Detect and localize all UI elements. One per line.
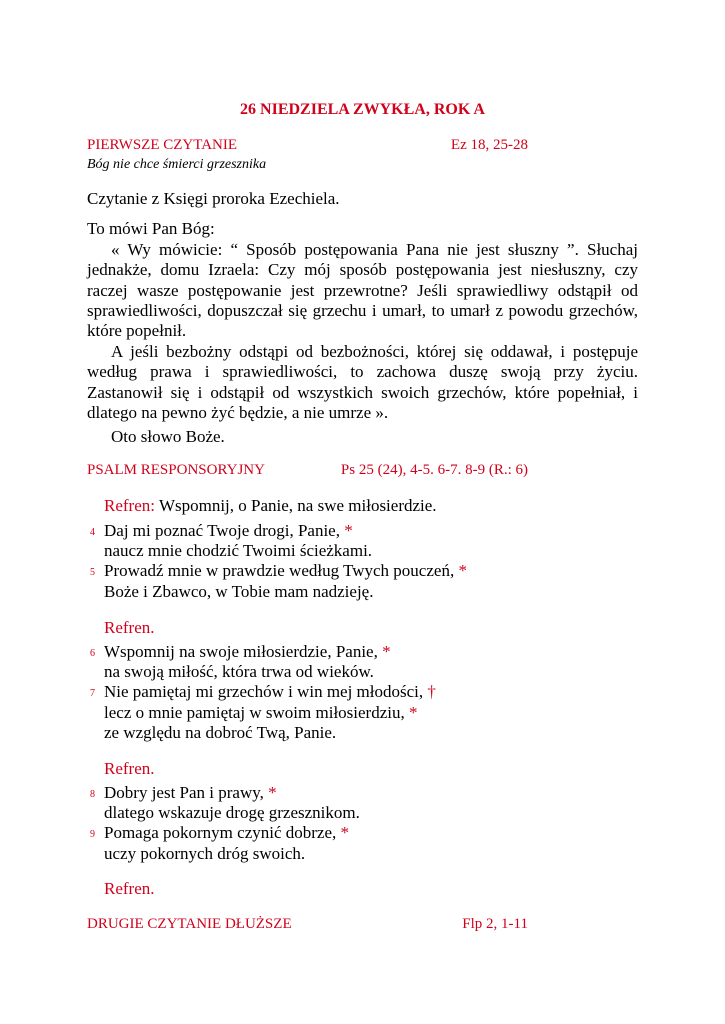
psalm-verse-line [104,844,305,864]
reading-closing: Oto słowo Boże. [111,427,225,446]
verse-number: 5 [90,567,95,579]
verse-mark: * [268,783,277,802]
first-reading-label: PIERWSZE CZYTANIE [87,137,238,153]
verse-text: Dobry jest Pan i prawy, [104,783,269,802]
psalm-verse-line [104,582,373,602]
second-reading-header [87,916,528,933]
verse-text: Daj mi poznać Twoje drogi, Panie, [104,521,345,540]
psalm-verse-line [104,723,336,743]
verse-number: 7 [90,688,95,700]
refrain-short-3: Refren. [104,879,155,898]
psalm-verse-line [104,642,391,662]
reading-intro: Czytanie z Księgi proroka Ezechiela. [87,189,340,208]
verse-text: na swoją miłość, która trwa od wieków. [104,662,374,682]
verse-mark: * [408,702,418,722]
verse-number: 4 [90,527,95,538]
psalm-verse-line [104,703,417,723]
psalm-header [87,462,528,479]
psalm-label: PSALM RESPONSORYJNY [87,462,265,478]
verse-text: naucz mnie chodzić Twoimi ścieżkami. [104,541,373,561]
refrain-short-1: Refren. [104,618,155,637]
verse-text: Pomaga pokornym czynić dobrze, [104,823,341,843]
psalm-verse-line [104,823,349,843]
verse-mark: * [340,823,350,843]
verse-text: ze względu na dobroć Twą, Panie. [104,722,337,742]
first-reading-subtitle: Bóg nie chce śmierci grzesznika [87,157,267,172]
verse-text: lecz o mnie pamiętaj w swoim miłosierdziu, [104,702,409,722]
psalm-verse-line [104,662,374,682]
verse-text: Nie pamiętaj mi grzechów i win mej młodości, [104,682,428,702]
second-reading-reference: Flp 2, 1-11 [462,916,528,932]
verse-text: uczy pokornych dróg swoich. [104,843,306,863]
verse-text: Wspomnij na swoje miłosierdzie, Panie, [104,642,383,661]
psalm-verse-line [104,541,372,561]
psalm-reference: Ps 25 (24), 4-5. 6-7. 8-9 (R.: 6) [340,462,528,478]
psalm-verse-line [104,783,277,803]
psalm-verse-line [104,521,353,541]
verse-mark: * [458,561,467,581]
verse-text: Boże i Zbawco, w Tobie mam nadzieję. [104,581,374,601]
second-reading-label: DRUGIE CZYTANIE DŁUŻSZE [87,916,292,932]
refrain-full [104,496,437,516]
refrain-label: Refren: [104,496,155,515]
reading-paragraph-2: A jeśli bezbożny odstąpi od bezbożności, której się oddawał, i postępuje według prawa i sprawiedliwości, to zachowa duszę swoją przy życiu. Zastanowił się i odstąpił od wszystkich swoich grzechów, które popełniał, i dlatego na pewno żyć będzie, a nie umrze ». [87,342,638,422]
refrain-text: Wspomnij, o Panie, na swe miłosierdzie. [158,496,437,515]
psalm-verse-line [104,803,360,823]
verse-mark: * [382,642,391,661]
verse-number: 8 [90,789,95,800]
psalm-verse-line [104,561,467,581]
first-reading-reference: Ez 18, 25-28 [450,137,528,153]
psalm-verse-line [104,682,436,702]
verse-number: 9 [90,829,95,841]
verse-text: Prowadź mnie w prawdzie według Twych pouczeń, [104,561,459,581]
refrain-short-2: Refren. [104,759,155,778]
reading-paragraph-1: « Wy mówicie: “ Sposób postępowania Pana nie jest słuszny ”. Słuchaj jednakże, domu Izraela: Czy mój sposób postępowania jest niesłuszny, czy raczej wasze postępowanie jest przewrotne? Jeśli sprawiedliwy odstąpił od sprawiedliwości, dopuszczał się grzechu i umarł, to umarł z powodu grzechów, które popełnił. [87,240,638,341]
verse-mark: * [344,521,353,540]
verse-text: dlatego wskazuje drogę grzesznikom. [104,803,360,823]
verse-mark: † [427,682,436,702]
page-title: 26 NIEDZIELA ZWYKŁA, ROK A [240,101,485,118]
first-reading-header [87,137,528,154]
verse-number: 6 [90,648,95,659]
reading-opening: To mówi Pan Bóg: [87,219,215,238]
